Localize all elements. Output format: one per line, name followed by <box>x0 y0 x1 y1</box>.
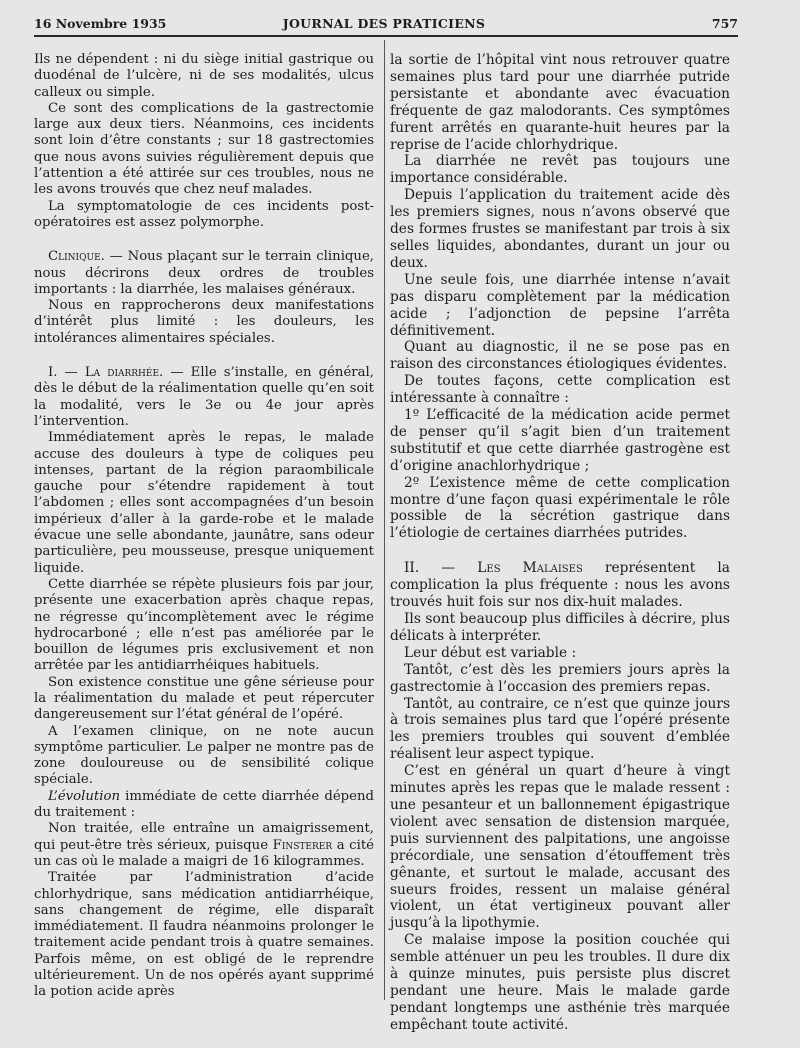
paragraph-finsterer <box>34 821 374 870</box>
section-heading: Les Malaises <box>477 560 583 577</box>
paragraph-text: Non traitée, elle entraîne un amaigrissement, qui peut-être très sérieux, puisque <box>34 821 374 853</box>
paragraph: Traitée par l’administration d’acide chlorhydrique, sans médication antidiarrhéique, sans changement de régime, elle disparaît immédiatement. Il faudra néanmoins prolonger le traitement acide pendant trois à quatre semaines. Parfois même, on est obligé de le reprendre ultérieurement. Un de nos opérés ayant supprimé la potion acide après <box>34 870 374 1000</box>
right-column <box>390 52 730 1034</box>
paragraph: Nous en rapprocherons deux manifestations d’intérêt plus limité : les douleurs, les intolérances alimentaires spéciales. <box>34 298 374 346</box>
paragraph: Ce sont des complications de la gastrectomie large aux deux tiers. Néanmoins, ces incidents sont loin d’être constants ; sur 18 gastrectomies que nous avons suivies régulièrement depuis que l’attention a été attirée sur ces troubles, nous ne les avons trouvés que chez neuf malades. <box>34 100 374 198</box>
paragraph: Quant au diagnostic, il ne se pose pas en raison des circonstances étiologiques évidentes. <box>390 339 730 373</box>
paragraph: La symptomatologie de ces incidents post-opératoires est assez polymorphe. <box>34 198 374 230</box>
italic-heading: L’évolution <box>48 788 120 804</box>
paragraph: Ce malaise impose la position couchée qui semble atténuer un peu les troubles. Il dure dix à quinze minutes, puis persiste plus discret pendant une heure. Mais le malade garde pendant longtemps une asthénie très marquée empêchant toute activité. <box>390 932 730 1033</box>
section-malaises <box>390 560 730 611</box>
paragraph-text: immédiate de cette diarrhée dépend du traitement : <box>34 788 374 821</box>
paragraph: Tantôt, c’est dès les premiers jours après la gastrectomie à l’occasion des premiers repas. <box>390 661 730 695</box>
header-rule <box>34 35 738 37</box>
paragraph: Son existence constitue une gêne sérieuse pour la réalimentation du malade et peut répercuter dangereusement sur l’état général de l’opéré. <box>34 674 374 723</box>
page-number: 757 <box>711 16 738 31</box>
journal-title: JOURNAL DES PRATICIENS <box>282 16 486 31</box>
paragraph: Leur début est variable : <box>404 644 577 661</box>
paragraph: De toutes façons, cette complication est intéressante à connaître : <box>390 373 730 407</box>
list-item: 2º L’existence même de cette complication montre d’une façon quasi expérimentale le rôle possible de la sécrétion gastrique dans l’étiologie de certaines diarrhées putrides. <box>390 474 730 542</box>
paragraph-text: représentent la complication la plus fréquente : nous les avons trouvés huit fois sur nos dix-huit malades. <box>390 560 730 611</box>
list-item: 1º L’efficacité de la médication acide permet de penser qu’il s’agit bien d’un traitement substitutif et que cette diarrhée gastrogène est d’origine anachlorhydrique ; <box>390 407 730 474</box>
paragraph-text: — Elle s’installe, en général, dès le début de la réalimentation quelle qu’en soit la modalité, vers le 3e ou 4e jour après l’intervention. <box>34 365 374 429</box>
paragraph: C’est en général un quart d’heure à vingt minutes après les repas que le malade ressent : une pesanteur et un ballonnement épigastrique violent avec sensation de distension marquée, puis surviennent des palpitations, une angoisse précordiale, une sensation d’étouffement très gênante, et surtout le malade, accusant des sueurs froides, ressent un malaise général violent, un état vertigineux pouvant aller jusqu’à la lipothymie. <box>390 763 730 932</box>
section-clinique <box>34 249 374 298</box>
paragraph-evolution <box>34 789 374 822</box>
paragraph: La diarrhée ne revêt pas toujours une importance considérable. <box>390 153 730 187</box>
paragraph: Ils sont beaucoup plus difficiles à décrire, plus délicats à interpréter. <box>390 611 730 644</box>
author-name: Finsterer <box>272 837 333 853</box>
running-header <box>34 12 738 32</box>
section-diarrhee <box>34 365 374 430</box>
issue-date: 16 Novembre 1935 <box>34 16 167 31</box>
paragraph: Depuis l’application du traitement acide dès les premiers signes, nous n’avons observé que des formes frustes se manifestant par trois à six selles liquides, abondantes, durant un jour ou deux. <box>390 187 730 271</box>
section-heading: Clinique. <box>48 249 105 265</box>
section-heading: La diarrhée. <box>84 365 164 381</box>
left-column <box>34 52 374 1001</box>
paragraph: Une seule fois, une diarrhée intense n’avait pas disparu complètement par la médication acide ; l’adjonction de pepsine l’arrêta définitivement. <box>390 271 730 339</box>
column-divider <box>384 40 385 1000</box>
paragraph: la sortie de l’hôpital vint nous retrouver quatre semaines plus tard pour une diarrhée putride persistante et abondante avec évacuation fréquente de gaz malodorants. Ces symptômes furent arrêtés en quarante-huit heures par la reprise de l’acide chlorhydrique. <box>390 52 730 153</box>
paragraph-text: a cité un cas où le malade a maigri de 16 kilogrammes. <box>34 837 375 869</box>
paragraph: Ils ne dépendent : ni du siège initial gastrique ou duodénal de l’ulcère, ni de ses modalités, ulcus calleux ou simple. <box>34 52 374 100</box>
paragraph: A l’examen clinique, on ne note aucun symptôme particulier. Le palper ne montre pas de zone douloureuse ou de sensibilité colique spéciale. <box>34 723 374 788</box>
paragraph-text: — Nous plaçant sur le terrain clinique, nous décrirons deux ordres de troubles importants : la diarrhée, les malaises généraux. <box>34 249 374 297</box>
section-number: I. — <box>48 365 85 381</box>
section-number: II. — <box>404 560 478 577</box>
paragraph: Immédiatement après le repas, le malade accuse des douleurs à type de coliques peu intenses, partant de la région paraombilicale gauche pour s’étendre rapidement à tout l’abdomen ; elles sont accompagnées d’un besoin impérieux d’aller à la garde-robe et le malade évacue une selle abondante, jaunâtre, sans odeur particulière, peu mousseuse, presque uniquement liquide. <box>34 430 374 576</box>
paragraph: Cette diarrhée se répète plusieurs fois par jour, présente une exacerbation après chaque repas, ne régresse qu’incomplètement avec le régime hydrocarboné ; elle n’est pas améliorée par le bouillon de légumes pris exclusivement et non arrêtée par les antidiarrhéiques habituels. <box>34 576 374 674</box>
paragraph: Tantôt, au contraire, ce n’est que quinze jours à trois semaines plus tard que l’opéré présente les premiers troubles qui souvent d’emblée réalisent leur aspect typique. <box>390 695 730 763</box>
